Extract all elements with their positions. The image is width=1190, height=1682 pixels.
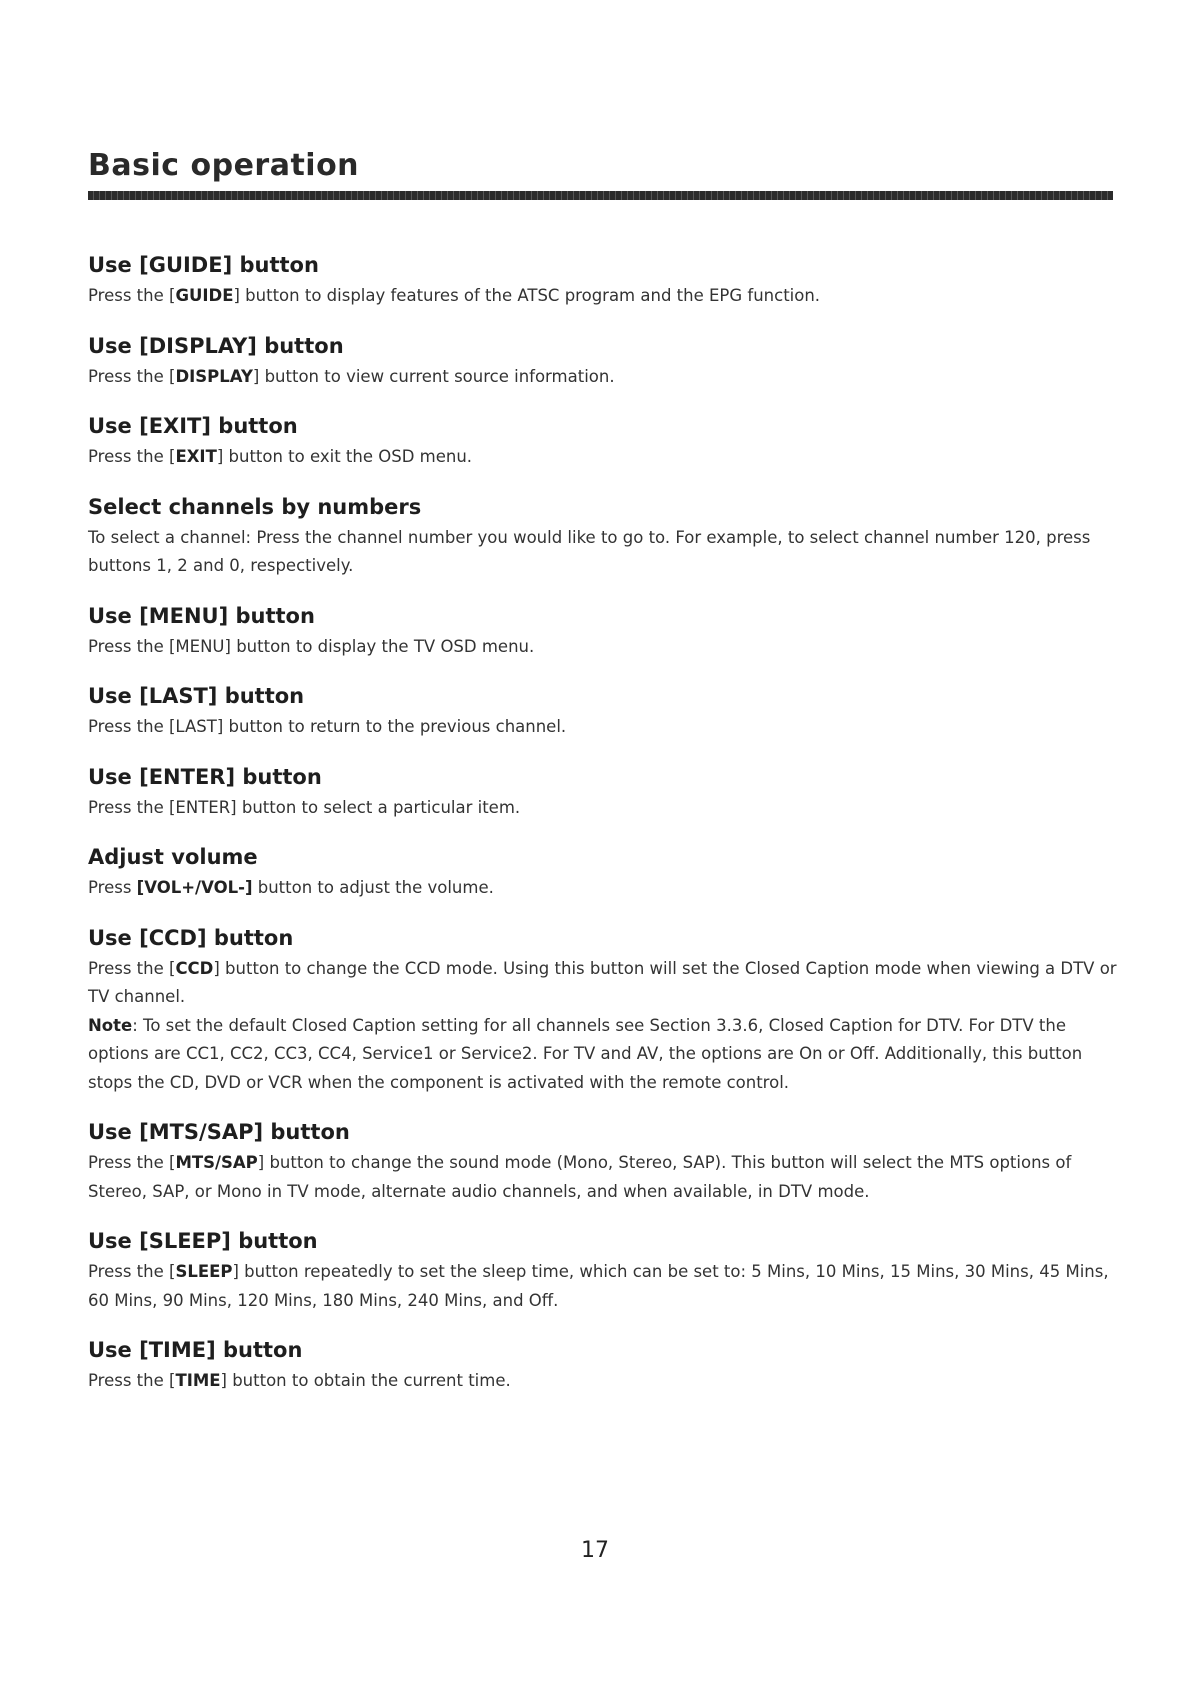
body-text: Press (88, 878, 137, 897)
section-body (88, 633, 1118, 662)
body-text: : To set the default Closed Caption setting for all channels see Section 3.3.6, Closed Caption for DTV. For DTV the options are CC1, CC2, CC3, CC4, Service1 or Service2. For TV and AV, the options are On or Off. Additionally, this button stops the CD, DVD or VCR when the component is activated with the remote control. (88, 1015, 1083, 1092)
bold-text: MTS/SAP (175, 1153, 258, 1172)
body-text: To select a channel: Press the channel number you would like to go to. For example, to select channel number 120, press buttons 1, 2 and 0, respectively. (88, 527, 1091, 575)
section-heading: Use [CCD] button (88, 925, 294, 950)
section-heading: Use [EXIT] button (88, 414, 298, 438)
section (88, 762, 1118, 823)
title-rule (88, 191, 1113, 200)
section-heading: Use [MTS/SAP] button (88, 1120, 350, 1144)
section (88, 250, 1118, 311)
body-text: Press the [MENU] button to display the TV OSD menu. (88, 636, 535, 656)
body-text: Press the [ (88, 1262, 176, 1281)
page-number: 17 (581, 1538, 609, 1563)
bold-text: Note (88, 1015, 133, 1035)
section-heading: Select channels by numbers (88, 494, 422, 519)
body-text: ] button repeatedly to set the sleep time, which can be set to: 5 Mins, 10 Mins, 15 Mins, 30 Mins, 45 Mins, 60 Mins, 90 Mins, 120 Mins, 180 Mins, 240 Mins, and Off. (88, 1262, 1109, 1310)
section-body (88, 282, 1118, 311)
section-body (88, 1258, 1118, 1315)
section (88, 1117, 1118, 1206)
section-body (88, 524, 1118, 581)
page-title: Basic operation (88, 148, 360, 183)
sections-container (88, 250, 1118, 1416)
body-text: Press the [ (88, 1153, 176, 1172)
section (88, 601, 1118, 662)
body-text: ] button to view current source information. (252, 366, 615, 386)
body-text: Press the [ (88, 447, 176, 466)
section-body (88, 443, 1118, 472)
section-heading: Use [DISPLAY] button (88, 333, 344, 358)
section (88, 681, 1118, 742)
section-heading: Use [LAST] button (88, 684, 305, 708)
body-text: Press the [ (88, 286, 176, 305)
section-body (88, 955, 1118, 1098)
section (88, 411, 1118, 472)
bold-text: SLEEP (175, 1262, 233, 1281)
section-body (88, 713, 1118, 742)
body-text: ] button to change the sound mode (Mono, Stereo, SAP). This button will select the MTS options of Stereo, SAP, or Mono in TV mode, alternate audio channels, and when available, in DTV mode. (88, 1153, 1072, 1201)
body-text: Press the [ (88, 366, 176, 386)
body-text: Press the [ (88, 1371, 176, 1390)
bold-text: TIME (175, 1371, 221, 1390)
section (88, 1335, 1118, 1396)
body-text: ] button to obtain the current time. (220, 1371, 511, 1390)
section-heading: Adjust volume (88, 845, 258, 869)
section-body (88, 1149, 1118, 1206)
section-body (88, 1367, 1118, 1396)
section-body (88, 363, 1118, 392)
body-text: Press the [ENTER] button to select a particular item. (88, 797, 521, 817)
section-body (88, 794, 1118, 823)
body-text: Press the [LAST] button to return to the previous channel. (88, 717, 567, 736)
section-heading: Use [GUIDE] button (88, 253, 319, 277)
section (88, 331, 1118, 392)
body-text: ] button to exit the OSD menu. (216, 447, 473, 466)
bold-text: [VOL+/VOL-] (136, 878, 253, 897)
section (88, 923, 1118, 1098)
section-heading: Use [ENTER] button (88, 764, 322, 789)
bold-text: GUIDE (175, 286, 234, 305)
bold-text: DISPLAY (175, 366, 253, 386)
section-heading: Use [SLEEP] button (88, 1229, 318, 1253)
section-body (88, 874, 1118, 903)
section (88, 842, 1118, 903)
body-text: ] button to display features of the ATSC program and the EPG function. (233, 286, 821, 305)
bold-text: EXIT (175, 447, 217, 466)
body-text: button to adjust the volume. (252, 878, 494, 897)
section (88, 492, 1118, 581)
body-text: Press the [ (88, 958, 176, 978)
bold-text: CCD (175, 958, 214, 978)
section-heading: Use [TIME] button (88, 1338, 303, 1362)
section (88, 1226, 1118, 1315)
section-heading: Use [MENU] button (88, 603, 315, 628)
body-text: ] button to change the CCD mode. Using this button will set the Closed Caption mode when viewing a DTV or TV channel. (88, 958, 1117, 1006)
